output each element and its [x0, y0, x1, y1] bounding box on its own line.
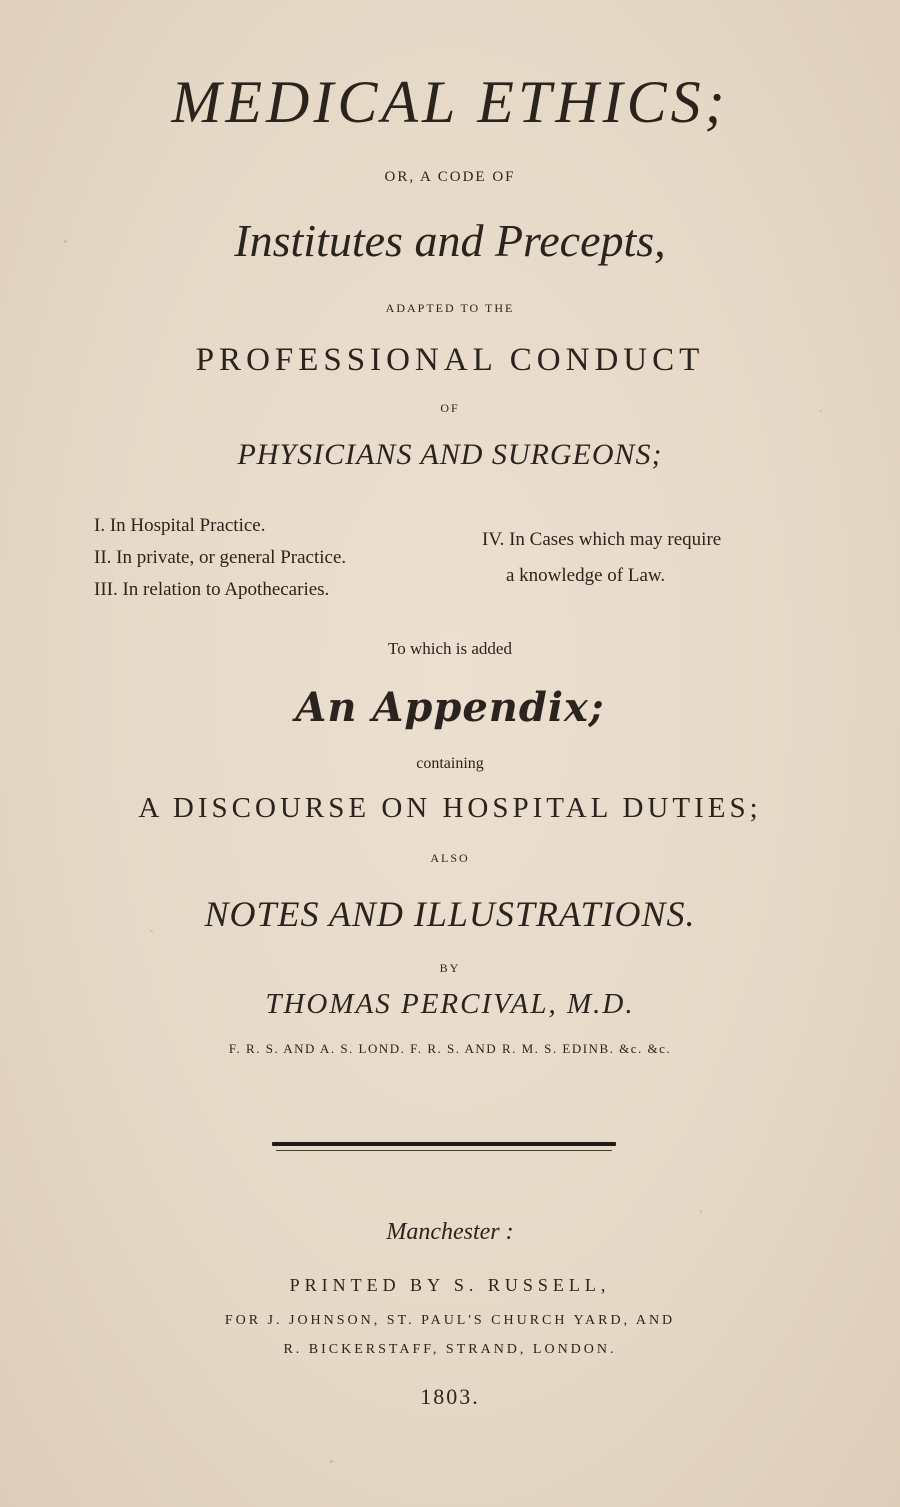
also-line: ALSO: [430, 851, 470, 865]
imprint-printer: PRINTED BY S. RUSSELL,: [289, 1275, 611, 1295]
physicians-surgeons: PHYSICIANS AND SURGEONS;: [237, 438, 663, 471]
appendix-heading: An Appendix;: [295, 684, 605, 731]
sections-list-left: [94, 510, 346, 606]
author-credentials: F. R. S. AND A. S. LOND. F. R. S. AND R. M. S. EDINB. &c. &c.: [228, 1041, 672, 1056]
imprint-publisher-line1: FOR J. JOHNSON, ST. PAUL'S CHURCH YARD, AND: [224, 1313, 676, 1328]
sections-list-right: [482, 522, 721, 594]
containing-line: containing: [416, 755, 484, 772]
notes-line: NOTES AND ILLUSTRATIONS.: [204, 894, 696, 934]
paper-speck: [820, 410, 822, 412]
of-line: OF: [440, 401, 460, 415]
book-title: MEDICAL ETHICS;: [171, 69, 729, 135]
paper-speck: [330, 1460, 333, 1463]
author-name: THOMAS PERCIVAL, M.D.: [265, 988, 635, 1020]
subtitle-or: OR, A CODE OF: [384, 169, 516, 185]
by-line: BY: [439, 961, 461, 975]
professional-conduct: PROFESSIONAL CONDUCT: [195, 342, 705, 378]
adapted-line: ADAPTED TO THE: [385, 301, 515, 315]
subtitle-institutes: Institutes and Precepts,: [234, 215, 666, 266]
section-item: IV. In Cases which may require: [482, 529, 722, 550]
paper-speck: [64, 240, 67, 243]
imprint-year: 1803.: [420, 1384, 480, 1409]
paper-speck: [700, 1210, 702, 1213]
paper-speck: [150, 930, 153, 932]
discourse-line: A DISCOURSE ON HOSPITAL DUTIES;: [138, 792, 762, 824]
divider-rule: [272, 1142, 616, 1146]
section-item-continued: a knowledge of Law.: [506, 565, 666, 586]
divider-rule-thin: [276, 1150, 612, 1151]
imprint-publisher-line2: R. BICKERSTAFF, STRAND, LONDON.: [283, 1342, 617, 1357]
section-item: I. In Hospital Practice.: [94, 515, 266, 536]
section-item: III. In relation to Apothecaries.: [94, 579, 330, 600]
imprint-place: Manchester :: [386, 1219, 514, 1245]
section-item: II. In private, or general Practice.: [94, 547, 347, 568]
added-line: To which is added: [388, 639, 512, 658]
